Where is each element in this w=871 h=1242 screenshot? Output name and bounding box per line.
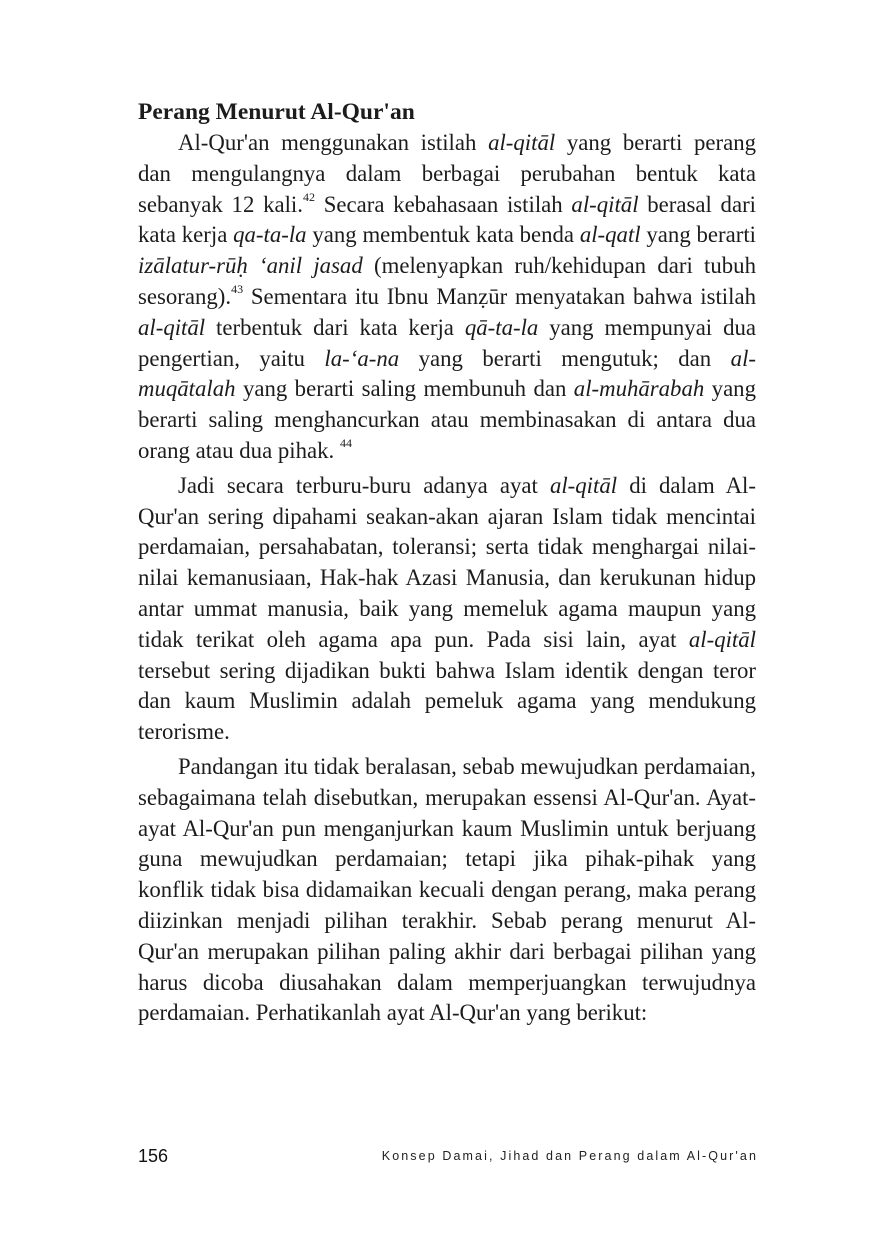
text-run: Pandangan itu tidak beralasan, sebab mewujudkan perdamaian, sebagaimana telah disebutkan, merupakan essensi Al-Qur'an. Ayat-ayat Al-Qur'an pun menganjurkan kaum Muslimin untuk berjuang guna mewujudkan perdamaian; tetapi jika pihak-pihak yang konflik tidak bisa didamaikan kecuali dengan perang, maka perang diizinkan menjadi pilihan terakhir. Sebab perang menurut Al-Qur'an merupakan pilihan paling akhir dari berbagai pilihan yang harus dicoba diusahakan dalam memperjuangkan terwujudnya perdamaian. Perhatikanlah ayat Al-Qur'an yang berikut:: [138, 753, 756, 1026]
text-run: Sementara itu Ibnu Manẓūr menyatakan bahwa istilah: [243, 283, 756, 309]
page-number: 156: [138, 1146, 169, 1166]
text-run: yang berarti perang dan mengulangnya dalam berbagai perubahan bentuk kata sebanyak 12 kali.: [138, 130, 756, 217]
italic-term: al-qitāl: [138, 314, 206, 340]
paragraph-container: [138, 128, 756, 1029]
italic-term: al-muqātalah: [138, 345, 756, 402]
text-run: terbentuk dari kata kerja: [205, 314, 465, 340]
italic-term: al-qitāl: [488, 130, 556, 155]
italic-term: al-qitāl: [549, 472, 618, 498]
italic-term: al-qitāl: [688, 626, 756, 652]
text-run: berasal dari kata kerja: [138, 191, 756, 248]
italic-term: izālatur-rūḥ ‘anil jasad: [138, 253, 363, 279]
page-footer: [138, 1146, 758, 1170]
text-run: Jadi secara terburu-buru adanya ayat: [178, 472, 550, 498]
page-body: [138, 96, 756, 1033]
text-run: Al-Qur'an menggunakan istilah: [178, 130, 489, 155]
paragraph-p3: [138, 752, 756, 1029]
italic-term: qa-ta-la: [233, 222, 307, 248]
text-run: yang berarti saling membunuh dan: [235, 376, 574, 402]
text-run: yang mempunyai dua pengertian, yaitu: [138, 314, 756, 371]
paragraph-p1: [138, 128, 756, 467]
footnote-ref: 43: [231, 282, 244, 297]
text-run: (melenyapkan ruh/kehidupan dari tubuh sesorang).: [138, 253, 756, 309]
footnote-ref: 42: [302, 190, 315, 204]
italic-term: al-muhārabah: [573, 376, 705, 402]
text-run: yang berarti saling menghancurkan atau membinasakan di antara dua orang atau dua pihak.: [138, 376, 756, 463]
text-run: yang berarti mengutuk; dan: [399, 345, 731, 371]
text-run: tersebut sering dijadikan bukti bahwa Islam identik dengan teror dan kaum Muslimin adalah pemeluk agama yang mendukung terorisme.: [138, 657, 756, 745]
text-run: yang berarti: [640, 222, 756, 248]
text-run: Secara kebahasaan istilah: [314, 191, 572, 217]
running-title: Konsep Damai, Jihad dan Perang dalam Al-Qur'an: [381, 1149, 758, 1163]
italic-term: qā-ta-la: [464, 314, 539, 340]
italic-term: al-qitāl: [571, 191, 639, 217]
text-run: di dalam Al-Qur'an sering dipahami seakan-akan ajaran Islam tidak mencintai perdamaian, persahabatan, toleransi; serta tidak menghargai nilai-nilai kemanusiaan, Hak-hak Azasi Manusia, dan kerukunan hidup antar ummat manusia, baik yang memeluk agama maupun yang tidak terikat oleh agama apa pun. Pada sisi lain, ayat: [138, 472, 756, 652]
italic-term: la-‘a-na: [324, 345, 400, 371]
footnote-ref: 44: [339, 436, 352, 451]
text-run: yang membentuk kata benda: [306, 222, 580, 248]
italic-term: al-qatl: [579, 222, 641, 248]
paragraph-p2: [138, 471, 756, 748]
section-heading: Perang Menurut Al-Qur'an: [138, 99, 415, 125]
